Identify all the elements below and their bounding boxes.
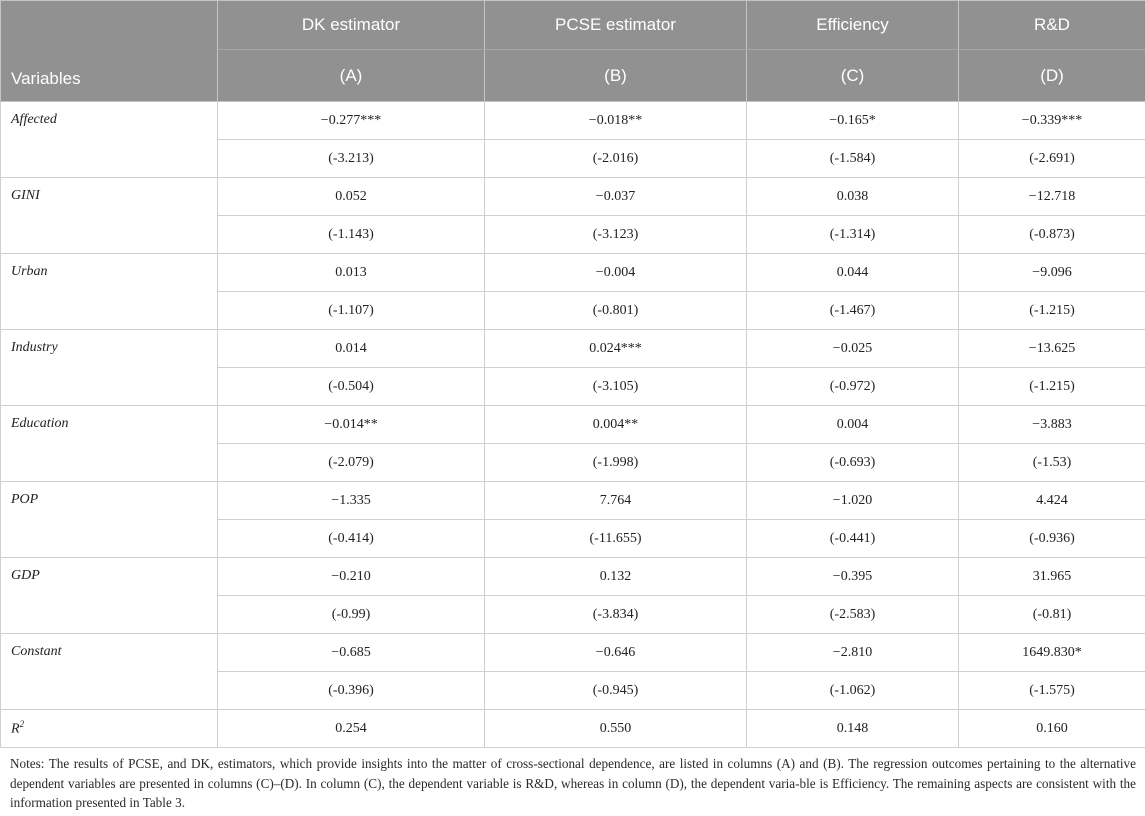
tstat-cell: (-0.81) xyxy=(959,596,1145,634)
column-header-pcse: PCSE estimator xyxy=(485,1,747,50)
coef-cell: 0.038 xyxy=(747,178,959,216)
r-squared-label xyxy=(1,710,218,748)
tstat-cell: (-1.584) xyxy=(747,140,959,178)
tstat-cell: (-0.945) xyxy=(485,672,747,710)
coef-cell: −0.018** xyxy=(485,102,747,140)
variable-label: POP xyxy=(1,482,218,558)
coef-cell: 0.044 xyxy=(747,254,959,292)
coef-cell: −0.165* xyxy=(747,102,959,140)
table-row-coef xyxy=(1,102,1145,140)
coef-cell: −1.020 xyxy=(747,482,959,520)
tstat-cell: (-2.691) xyxy=(959,140,1145,178)
variable-label: Industry xyxy=(1,330,218,406)
tstat-cell: (-0.693) xyxy=(747,444,959,482)
column-letter-c: (C) xyxy=(747,50,959,102)
coef-cell: −0.339*** xyxy=(959,102,1145,140)
coef-cell: −0.395 xyxy=(747,558,959,596)
coef-cell: 0.004 xyxy=(747,406,959,444)
coef-cell: −0.025 xyxy=(747,330,959,368)
variable-label: Constant xyxy=(1,634,218,710)
r-squared-base: R xyxy=(11,721,20,737)
table-header xyxy=(1,1,1145,102)
coef-cell: −12.718 xyxy=(959,178,1145,216)
coef-cell: −0.004 xyxy=(485,254,747,292)
table-row-coef xyxy=(1,178,1145,216)
coef-cell: 0.013 xyxy=(218,254,485,292)
tstat-cell: (-2.079) xyxy=(218,444,485,482)
table-row-coef xyxy=(1,558,1145,596)
table-row-coef xyxy=(1,406,1145,444)
coef-cell: −2.810 xyxy=(747,634,959,672)
table-row-r-squared xyxy=(1,710,1145,748)
tstat-cell: (-0.414) xyxy=(218,520,485,558)
coef-cell: 0.024*** xyxy=(485,330,747,368)
coef-cell: 7.764 xyxy=(485,482,747,520)
table-notes: Notes: The results of PCSE, and DK, estimators, which provide insights into the matter of cross-sectional dependence, are listed in columns (A) and (B). The regression outcomes pertaining to the alternative dependent variables are presented in columns (C)–(D). In column (C), the dependent variable is R&D, whereas in column (D), the dependent varia-ble is Efficiency. The remaining aspects are consistent with the information presented in Table 3. xyxy=(10,756,1136,810)
tstat-cell: (-1.53) xyxy=(959,444,1145,482)
tstat-cell: (-0.504) xyxy=(218,368,485,406)
column-letter-a: (A) xyxy=(218,50,485,102)
tstat-cell: (-3.123) xyxy=(485,216,747,254)
r-squared-cell: 0.550 xyxy=(485,710,747,748)
coef-cell: −0.210 xyxy=(218,558,485,596)
coef-cell: 0.052 xyxy=(218,178,485,216)
table-row-coef xyxy=(1,330,1145,368)
tstat-cell: (-0.801) xyxy=(485,292,747,330)
coef-cell: −1.335 xyxy=(218,482,485,520)
tstat-cell: (-1.107) xyxy=(218,292,485,330)
variable-label: Urban xyxy=(1,254,218,330)
tstat-cell: (-0.873) xyxy=(959,216,1145,254)
coef-cell: −9.096 xyxy=(959,254,1145,292)
variable-label: Education xyxy=(1,406,218,482)
column-header-dk: DK estimator xyxy=(218,1,485,50)
tstat-cell: (-1.143) xyxy=(218,216,485,254)
coef-cell: −0.277*** xyxy=(218,102,485,140)
column-header-efficiency: Efficiency xyxy=(747,1,959,50)
table-row-coef xyxy=(1,634,1145,672)
tstat-cell: (-0.972) xyxy=(747,368,959,406)
tstat-cell: (-3.213) xyxy=(218,140,485,178)
coef-cell: 0.004** xyxy=(485,406,747,444)
tstat-cell: (-11.655) xyxy=(485,520,747,558)
r-squared-superscript: 2 xyxy=(19,719,25,730)
tstat-cell: (-0.441) xyxy=(747,520,959,558)
tstat-cell: (-1.215) xyxy=(959,368,1145,406)
coef-cell: 4.424 xyxy=(959,482,1145,520)
coef-cell: 0.014 xyxy=(218,330,485,368)
tstat-cell: (-1.062) xyxy=(747,672,959,710)
tstat-cell: (-3.105) xyxy=(485,368,747,406)
tstat-cell: (-0.99) xyxy=(218,596,485,634)
tstat-cell: (-3.834) xyxy=(485,596,747,634)
tstat-cell: (-0.936) xyxy=(959,520,1145,558)
coef-cell: 0.132 xyxy=(485,558,747,596)
tstat-cell: (-2.583) xyxy=(747,596,959,634)
r-squared-cell: 0.148 xyxy=(747,710,959,748)
variable-label: GDP xyxy=(1,558,218,634)
tstat-cell: (-0.396) xyxy=(218,672,485,710)
r-squared-cell: 0.160 xyxy=(959,710,1145,748)
coef-cell: −0.685 xyxy=(218,634,485,672)
tstat-cell: (-1.215) xyxy=(959,292,1145,330)
tstat-cell: (-1.314) xyxy=(747,216,959,254)
column-letter-d: (D) xyxy=(959,50,1145,102)
variables-header: Variables xyxy=(1,1,218,102)
column-header-rnd: R&D xyxy=(959,1,1145,50)
coef-cell: −0.014** xyxy=(218,406,485,444)
coef-cell: 31.965 xyxy=(959,558,1145,596)
coef-cell: −0.037 xyxy=(485,178,747,216)
column-letter-b: (B) xyxy=(485,50,747,102)
table-row-coef xyxy=(1,482,1145,520)
tstat-cell: (-2.016) xyxy=(485,140,747,178)
tstat-cell: (-1.998) xyxy=(485,444,747,482)
variable-label: Affected xyxy=(1,102,218,178)
coef-cell: 1649.830* xyxy=(959,634,1145,672)
coef-cell: −0.646 xyxy=(485,634,747,672)
table-row-coef xyxy=(1,254,1145,292)
r-squared-cell: 0.254 xyxy=(218,710,485,748)
tstat-cell: (-1.575) xyxy=(959,672,1145,710)
table-body xyxy=(1,102,1145,748)
tstat-cell: (-1.467) xyxy=(747,292,959,330)
variable-label: GINI xyxy=(1,178,218,254)
coef-cell: −3.883 xyxy=(959,406,1145,444)
coef-cell: −13.625 xyxy=(959,330,1145,368)
